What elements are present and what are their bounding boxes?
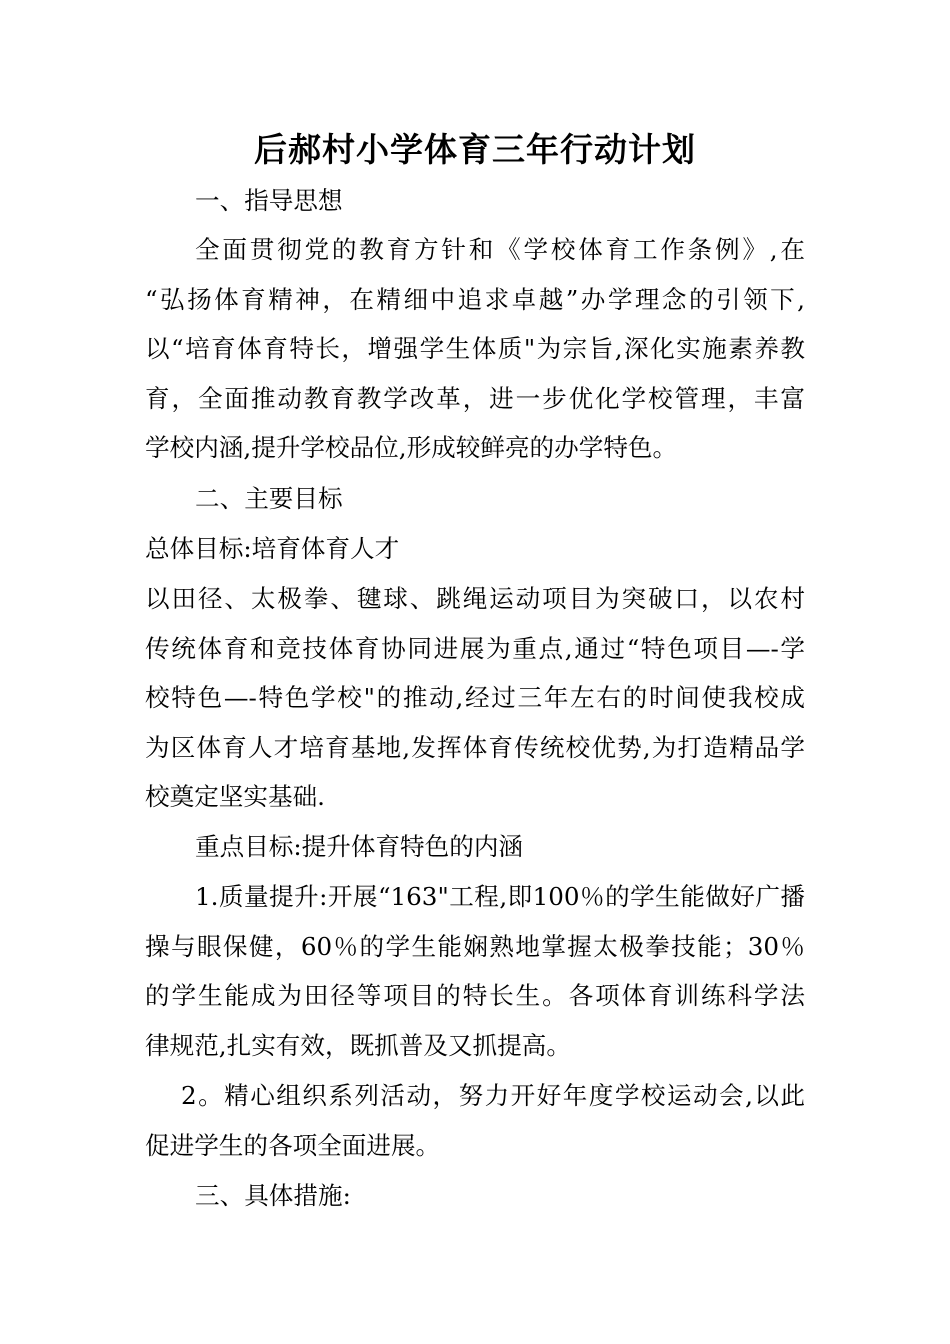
paragraph-guiding-ideology: [145, 225, 805, 473]
heading-text: 三、具体措施:: [195, 1181, 351, 1210]
text-line: 校特色—-特色学校"的推动,经过三年左右的时间使我校成: [145, 683, 805, 713]
paragraph-item-2: [145, 1071, 805, 1170]
text-line: “弘扬体育精神，在精细中追求卓越”办学理念的引领下,: [145, 284, 805, 314]
text-line: 全面贯彻党的教育方针和《学校体育工作条例》,在: [195, 235, 805, 264]
heading-text: 二、主要目标: [195, 484, 343, 513]
text-line: 操与眼保健，60％的学生能娴熟地掌握太极拳技能；30％: [145, 931, 805, 961]
subheading-text: 重点目标:提升体育特色的内涵: [195, 832, 524, 861]
text-line: 以田径、太极拳、毽球、跳绳运动项目为突破口，以农村: [145, 584, 805, 613]
paragraph-overall-goal: [145, 574, 805, 822]
text-line: 育，全面推动教育教学改革，进一步优化学校管理，丰富: [145, 383, 805, 413]
text-line: 传统体育和竞技体育协同进展为重点,通过“特色项目—-学: [145, 633, 805, 663]
text-line: 学校内涵,提升学校品位,形成较鲜亮的办学特色。: [145, 433, 678, 463]
text-line: 的学生能成为田径等项目的特长生。各项体育训练科学法: [145, 981, 805, 1011]
text-line: 1.质量提升:开展“163"工程,即100％的学生能做好广播: [195, 882, 805, 911]
section-heading-guiding-ideology: [145, 176, 805, 226]
document-title: 后郝村小学体育三年行动计划: [254, 130, 696, 169]
section-heading-main-goals: [145, 474, 805, 524]
section-heading-measures: [145, 1171, 805, 1221]
text-line: 律规范,扎实有效，既抓普及又抓提高。: [145, 1030, 571, 1060]
text-line: 校奠定坚实基础.: [145, 782, 325, 812]
heading-text: 一、指导思想: [195, 186, 343, 215]
subheading-text: 总体目标:培育体育人才: [145, 534, 400, 563]
text-line: 为区体育人才培育基地,发挥体育传统校优势,为打造精品学: [145, 732, 805, 762]
text-line: 促进学生的各项全面进展。: [145, 1130, 441, 1160]
text-line: 2。精心组织系列活动，努力开好年度学校运动会,以此: [181, 1081, 805, 1110]
key-goal-heading: [145, 822, 805, 872]
overall-goal-heading: [145, 524, 805, 574]
paragraph-item-1: [145, 872, 805, 1070]
text-line: 以“培育体育特长，增强学生体质"为宗旨,深化实施素养教: [145, 334, 805, 364]
